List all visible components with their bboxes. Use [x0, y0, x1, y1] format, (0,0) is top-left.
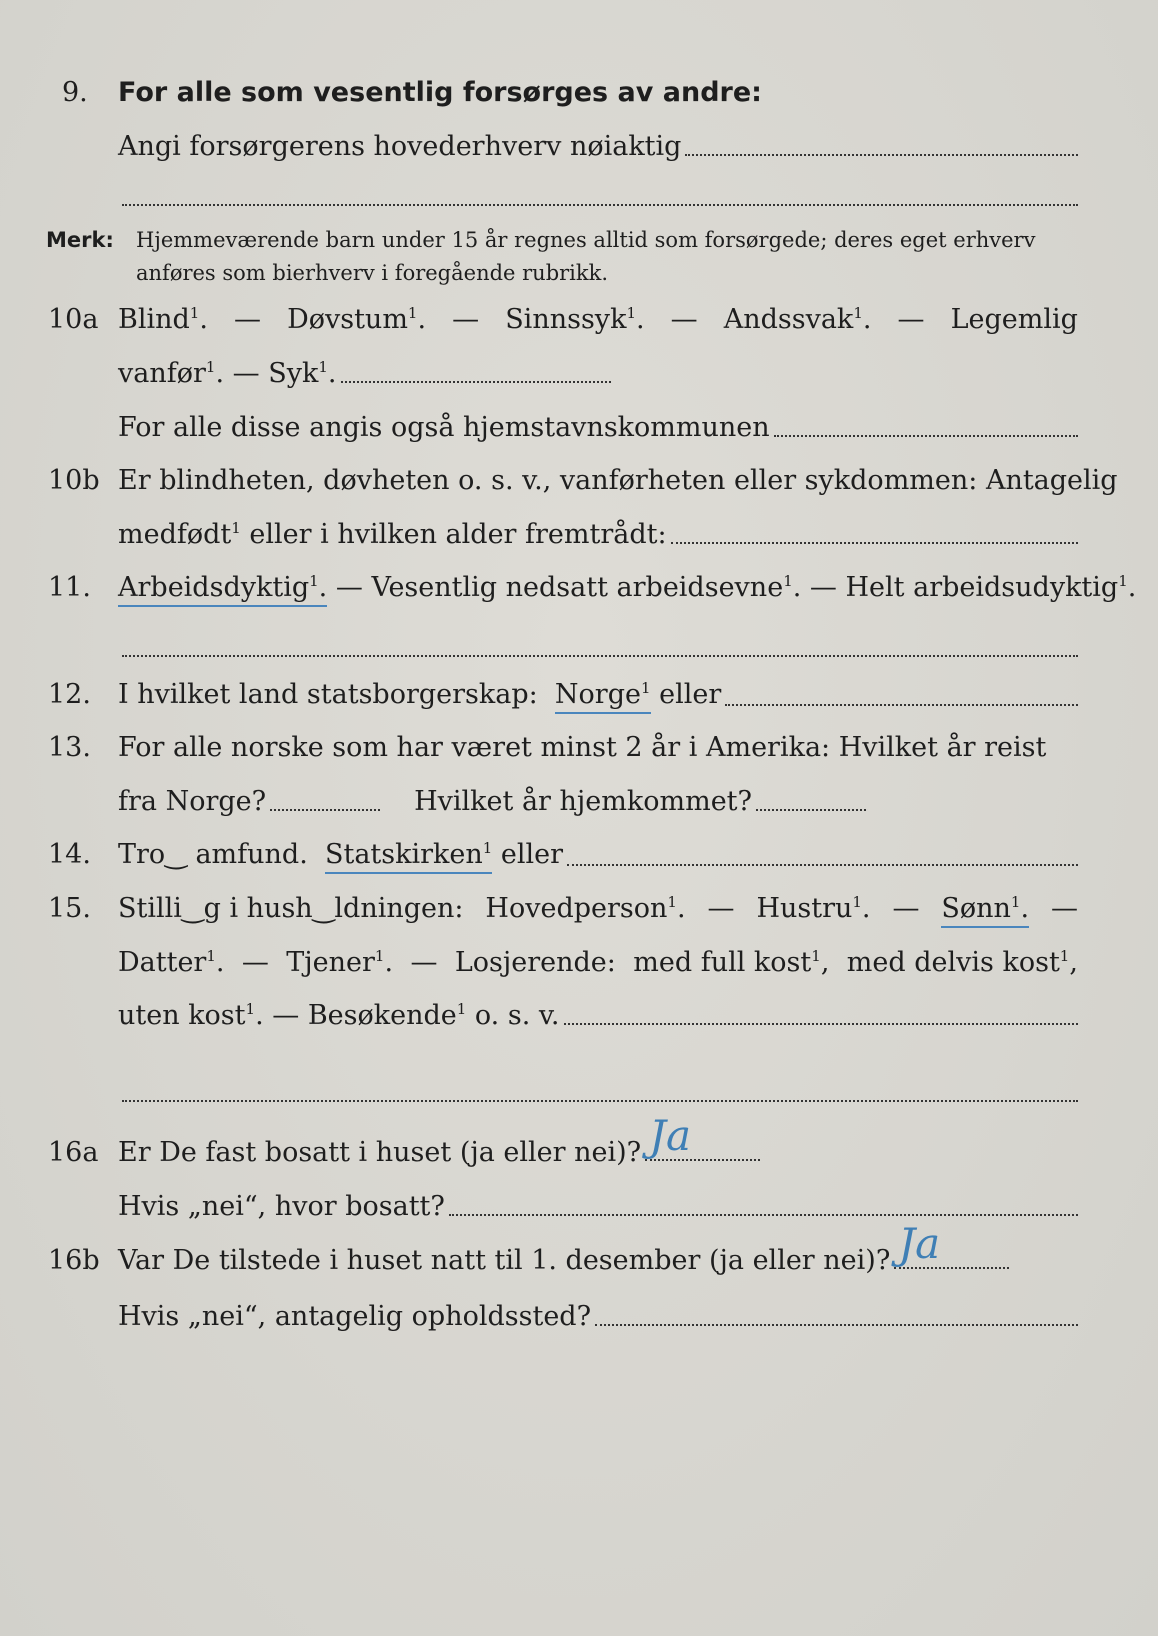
q13-line1: For alle norske som har været minst 2 år i Amerika: Hvilket år reist	[118, 732, 1047, 763]
q16b-number: 16b	[48, 1245, 100, 1276]
q16a-number: 16a	[48, 1137, 99, 1168]
q11-extra-line[interactable]	[122, 655, 1078, 657]
q14-eller: eller	[500, 839, 564, 870]
q10a-sinnssyk[interactable]: Sinnssyk$^1$.	[505, 304, 645, 335]
separator: —	[272, 1000, 300, 1031]
q12-label: I hvilket land statsborgerskap:	[118, 679, 538, 710]
q10b-answer-field[interactable]	[671, 542, 1078, 544]
q13-reist-label: fra Norge?	[118, 786, 267, 817]
separator: —	[670, 304, 698, 335]
q15-hustru[interactable]: Hustru$^1$.	[756, 893, 871, 924]
q12-eller: eller	[659, 679, 722, 710]
q9-title: For alle som vesentlig forsørges av andre:	[118, 77, 762, 108]
q11-nedsatt[interactable]: Vesentlig nedsatt arbeidsevne$^1$.	[371, 572, 802, 603]
q10b-number: 10b	[48, 465, 100, 496]
q10a-blind[interactable]: Blind$^1$.	[118, 304, 208, 335]
separator: —	[892, 893, 920, 924]
q13-reist-field[interactable]	[270, 809, 380, 811]
separator: —	[1051, 893, 1078, 924]
q16a-answer-field[interactable]	[645, 1111, 760, 1161]
q16b-opholdssted-field[interactable]	[595, 1324, 1078, 1326]
q15-number: 15.	[48, 893, 91, 924]
q13-number: 13.	[48, 732, 91, 763]
separator: —	[241, 947, 269, 978]
q10b-medfodt[interactable]: medfødt$^1$	[118, 519, 241, 550]
q15-osv: o. s. v.	[474, 1000, 560, 1031]
q15-sonn[interactable]: Sønn$^1$.	[941, 892, 1029, 928]
q10b-line2-label: eller i hvilken alder fremtrådt:	[249, 519, 667, 550]
q16a-label: Er De fast bosatt i huset (ja eller nei)?	[118, 1137, 642, 1168]
q16a-bosatt-field[interactable]	[449, 1214, 1078, 1216]
q15-extra-line[interactable]	[122, 1100, 1078, 1102]
q16b-label: Var De tilstede i huset natt til 1. desember (ja eller nei)?	[118, 1245, 891, 1276]
q9-number: 9.	[62, 77, 88, 108]
q14-label: Tro‿ amfund.	[118, 839, 308, 870]
q15-hovedperson[interactable]: Hovedperson$^1$.	[485, 893, 686, 924]
q12-norge[interactable]: Norge$^1$	[555, 678, 651, 714]
q10a-syk[interactable]: Syk$^1$.	[268, 358, 337, 389]
separator: —	[707, 893, 735, 924]
q10a-hjemstavn-field[interactable]	[774, 435, 1078, 437]
separator: —	[234, 304, 261, 335]
q16a-answer: Ja	[649, 1111, 692, 1160]
q15-full-kost[interactable]: med full kost$^1$,	[633, 947, 830, 978]
separator: —	[335, 572, 363, 603]
q12-number: 12.	[48, 679, 91, 710]
q15-besokende[interactable]: Besøkende$^1$	[307, 1000, 467, 1031]
separator: —	[232, 358, 260, 389]
q15-answer-field[interactable]	[564, 1023, 1078, 1025]
q9-extra-line[interactable]	[122, 204, 1078, 206]
q10a-vanfor[interactable]: vanfør$^1$.	[118, 358, 225, 389]
q10b-line1: Er blindheten, døvheten o. s. v., vanførheten eller sykdommen: Antagelig	[118, 465, 1118, 496]
q10a-number: 10a	[48, 304, 99, 335]
q10a-legemlig: Legemlig	[950, 304, 1078, 335]
q9-line2-label: Angi forsørgerens hovederhverv nøiaktig	[118, 131, 682, 162]
separator: —	[452, 304, 480, 335]
q15-datter[interactable]: Datter$^1$.	[118, 947, 225, 978]
q11-udyktig[interactable]: Helt arbeidsudyktig$^1$.	[845, 572, 1137, 603]
q10a-dovstum[interactable]: Døvstum$^1$.	[287, 304, 427, 335]
merk-label: Merk:	[46, 228, 114, 252]
q14-number: 14.	[48, 839, 91, 870]
q15-uten-kost[interactable]: uten kost$^1$.	[118, 1000, 264, 1031]
q13-hjemkommet-field[interactable]	[756, 809, 866, 811]
merk-text-line2: anføres som bierhverv i foregående rubrikk.	[136, 261, 609, 285]
q14-answer-field[interactable]	[567, 864, 1078, 866]
q16b-answer-field[interactable]	[894, 1219, 1009, 1269]
separator: —	[410, 947, 438, 978]
q16a-line2-label: Hvis „nei“, hvor bosatt?	[118, 1191, 445, 1222]
q15-delvis-kost[interactable]: med delvis kost$^1$,	[846, 947, 1078, 978]
q15-label: Stilli‿g i hush‿ldningen:	[118, 893, 464, 924]
q16b-line2-label: Hvis „nei“, antagelig opholdssted?	[118, 1301, 592, 1332]
merk-text-line1: Hjemmeværende barn under 15 år regnes alltid som forsørgede; deres eget erhverv	[136, 228, 1036, 252]
q9-answer-field[interactable]	[685, 154, 1078, 156]
q10a-line3-label: For alle disse angis også hjemstavnskommunen	[118, 412, 770, 443]
q16b-answer: Ja	[898, 1219, 941, 1268]
q15-losjerende-label: Losjerende:	[454, 947, 616, 978]
q10a-syk-field[interactable]	[341, 381, 611, 383]
q10a-andssvak[interactable]: Andssvak$^1$.	[723, 304, 872, 335]
q13-hjemkommet-label: Hvilket år hjemkommet?	[414, 786, 753, 817]
q12-answer-field[interactable]	[725, 704, 1078, 706]
separator: —	[897, 304, 925, 335]
q15-tjener[interactable]: Tjener$^1$.	[286, 947, 394, 978]
separator: —	[809, 572, 837, 603]
q11-arbeidsdyktig[interactable]: Arbeidsdyktig$^1$.	[118, 571, 327, 607]
q11-number: 11.	[48, 572, 91, 603]
q14-statskirken[interactable]: Statskirken$^1$	[325, 838, 492, 874]
